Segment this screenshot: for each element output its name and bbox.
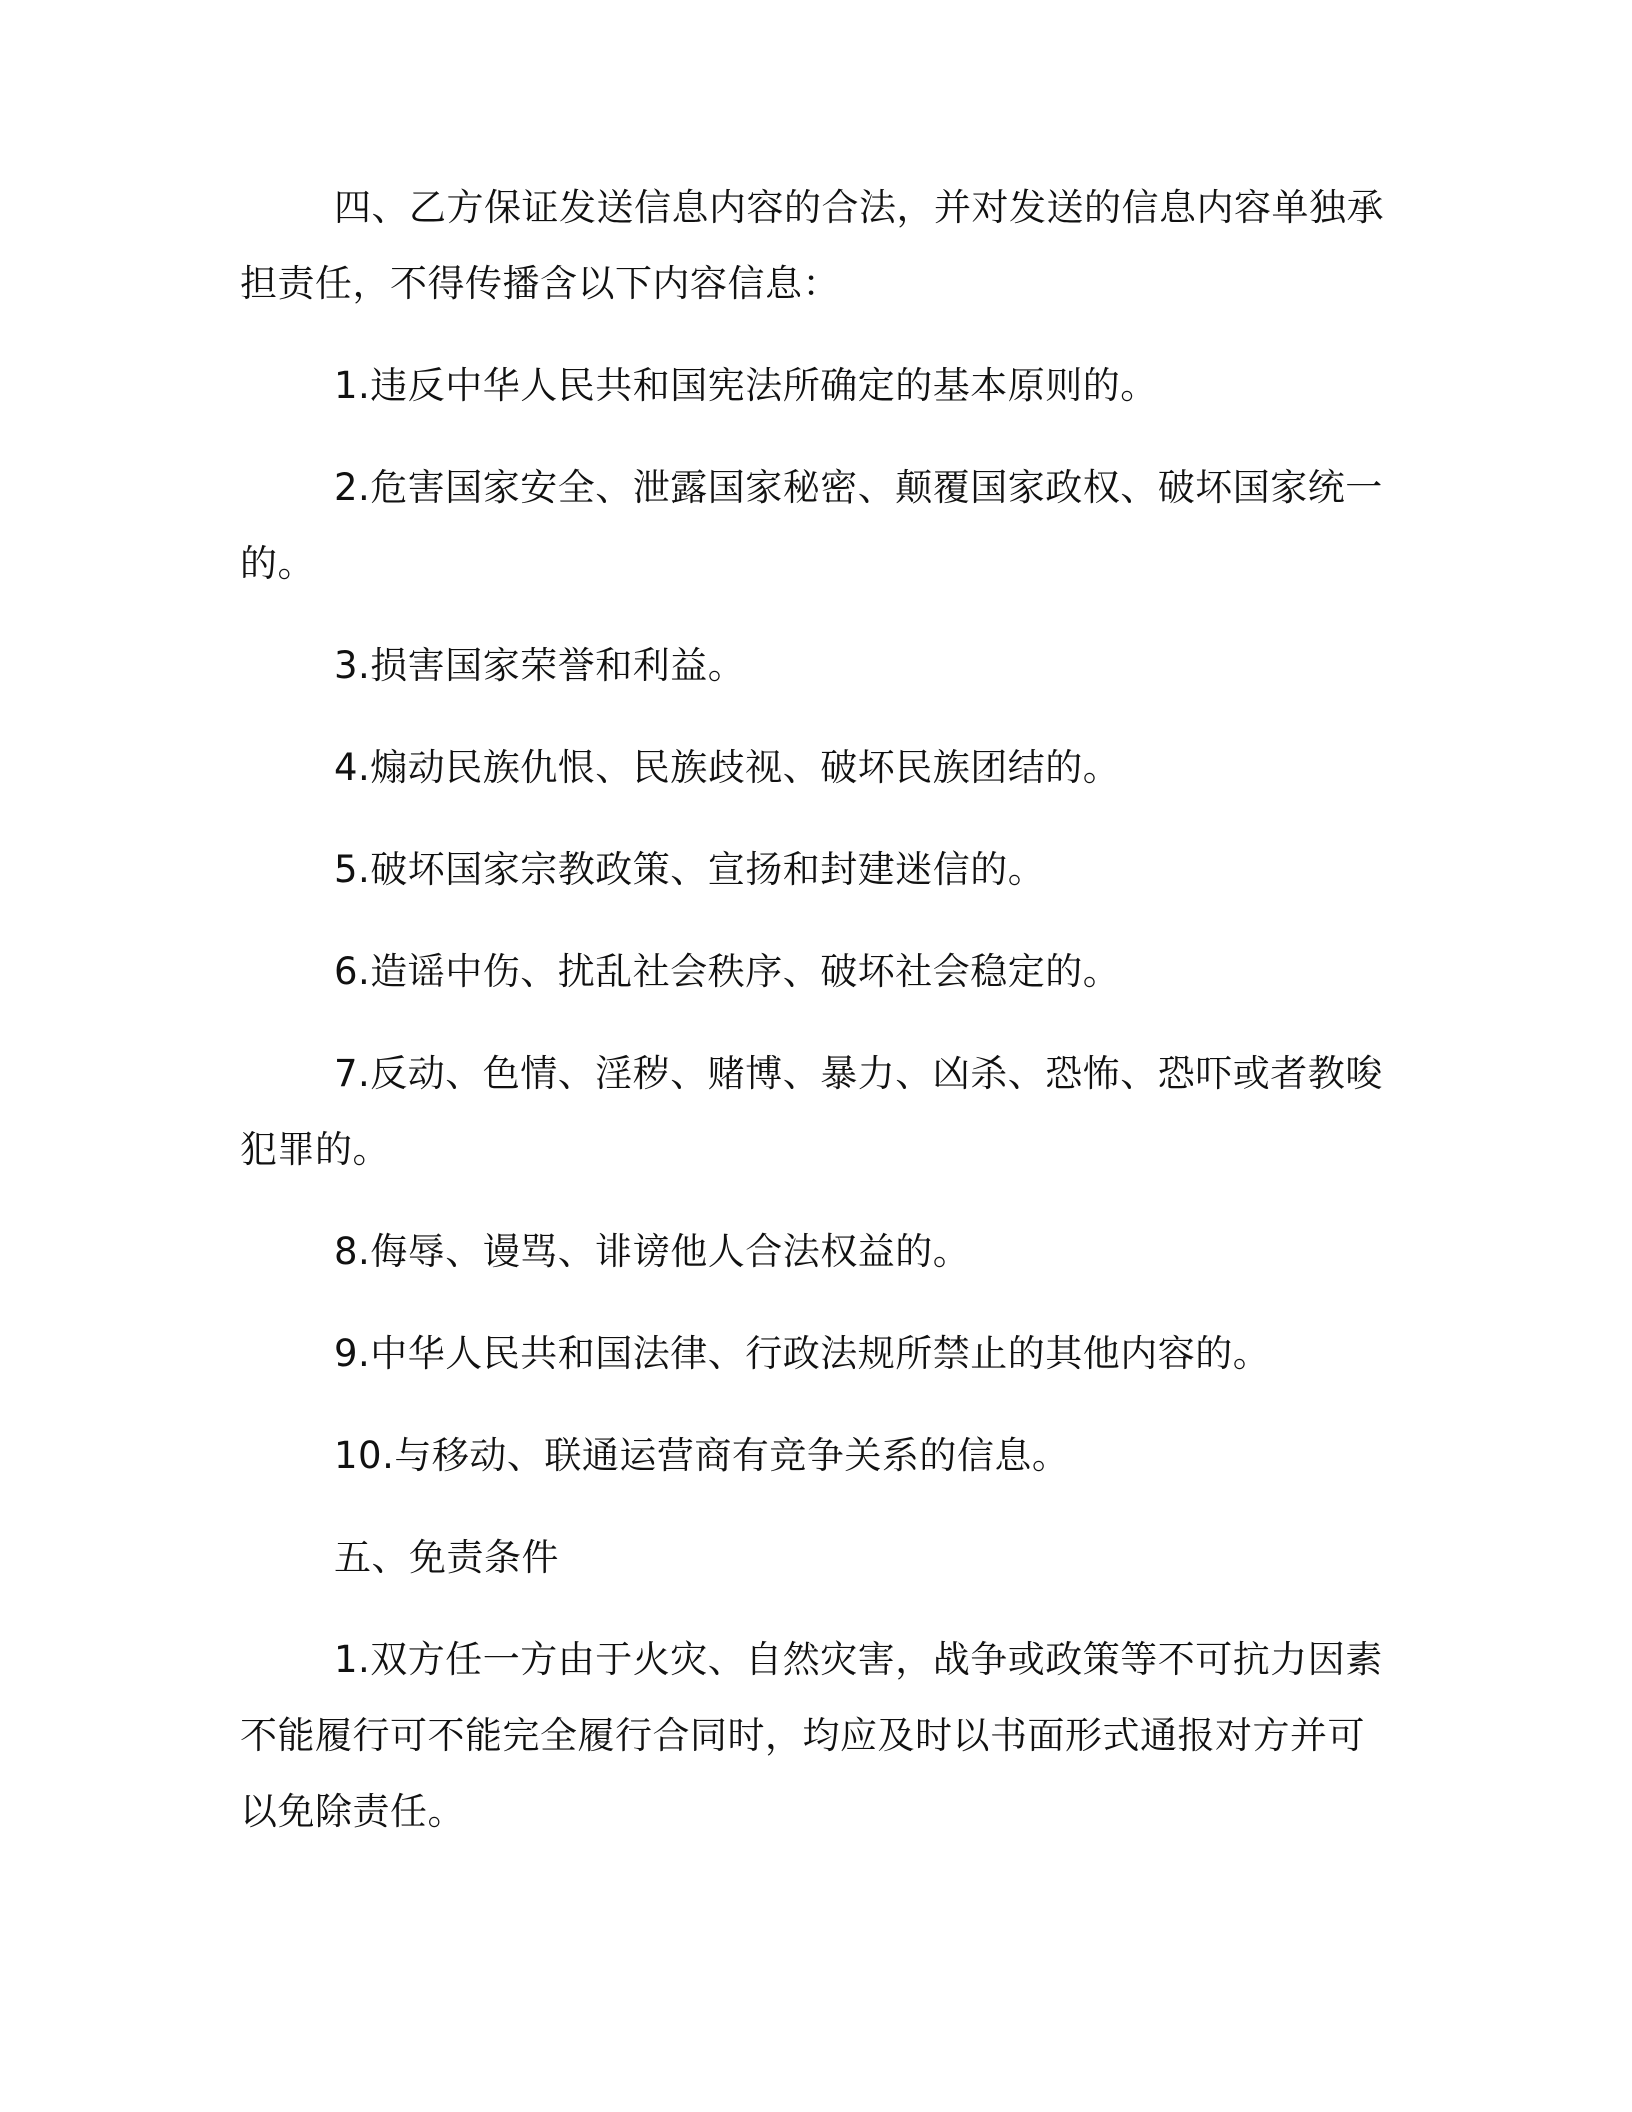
list-item-5: 5.破坏国家宗教政策、宣扬和封建迷信的。: [334, 848, 1046, 891]
clause-five-item-1: 1.双方任一方由于火灾、自然灾害，战争或政策等不可抗力因素不能履行可不能完全履行合同时，均应及时以书面形式通报对方并可以免除责任。: [240, 1638, 1383, 1833]
list-item-1: 1.违反中华人民共和国宪法所确定的基本原则的。: [334, 364, 1158, 407]
list-item-6: 6.造谣中伤、扰乱社会秩序、破坏社会稳定的。: [334, 950, 1121, 993]
clause-five-heading: 五、免责条件: [334, 1536, 559, 1579]
list-item-3: 3.损害国家荣誉和利益。: [334, 644, 746, 687]
list-item-7: 7.反动、色情、淫秽、赌博、暴力、凶杀、恐怖、恐吓或者教唆犯罪的。: [240, 1052, 1383, 1171]
list-item-9: 9.中华人民共和国法律、行政法规所禁止的其他内容的。: [334, 1332, 1271, 1375]
list-item-2: 2.危害国家安全、泄露国家秘密、颠覆国家政权、破坏国家统一的。: [240, 466, 1383, 585]
list-item-10: 10.与移动、联通运营商有竞争关系的信息。: [334, 1434, 1070, 1477]
list-item-4: 4.煽动民族仇恨、民族歧视、破坏民族团结的。: [334, 746, 1121, 789]
clause-four-heading: 四、乙方保证发送信息内容的合法，并对发送的信息内容单独承担责任，不得传播含以下内容信息：: [240, 186, 1384, 305]
document-body: [240, 170, 1390, 1876]
list-item-8: 8.侮辱、谩骂、诽谤他人合法权益的。: [334, 1230, 971, 1273]
